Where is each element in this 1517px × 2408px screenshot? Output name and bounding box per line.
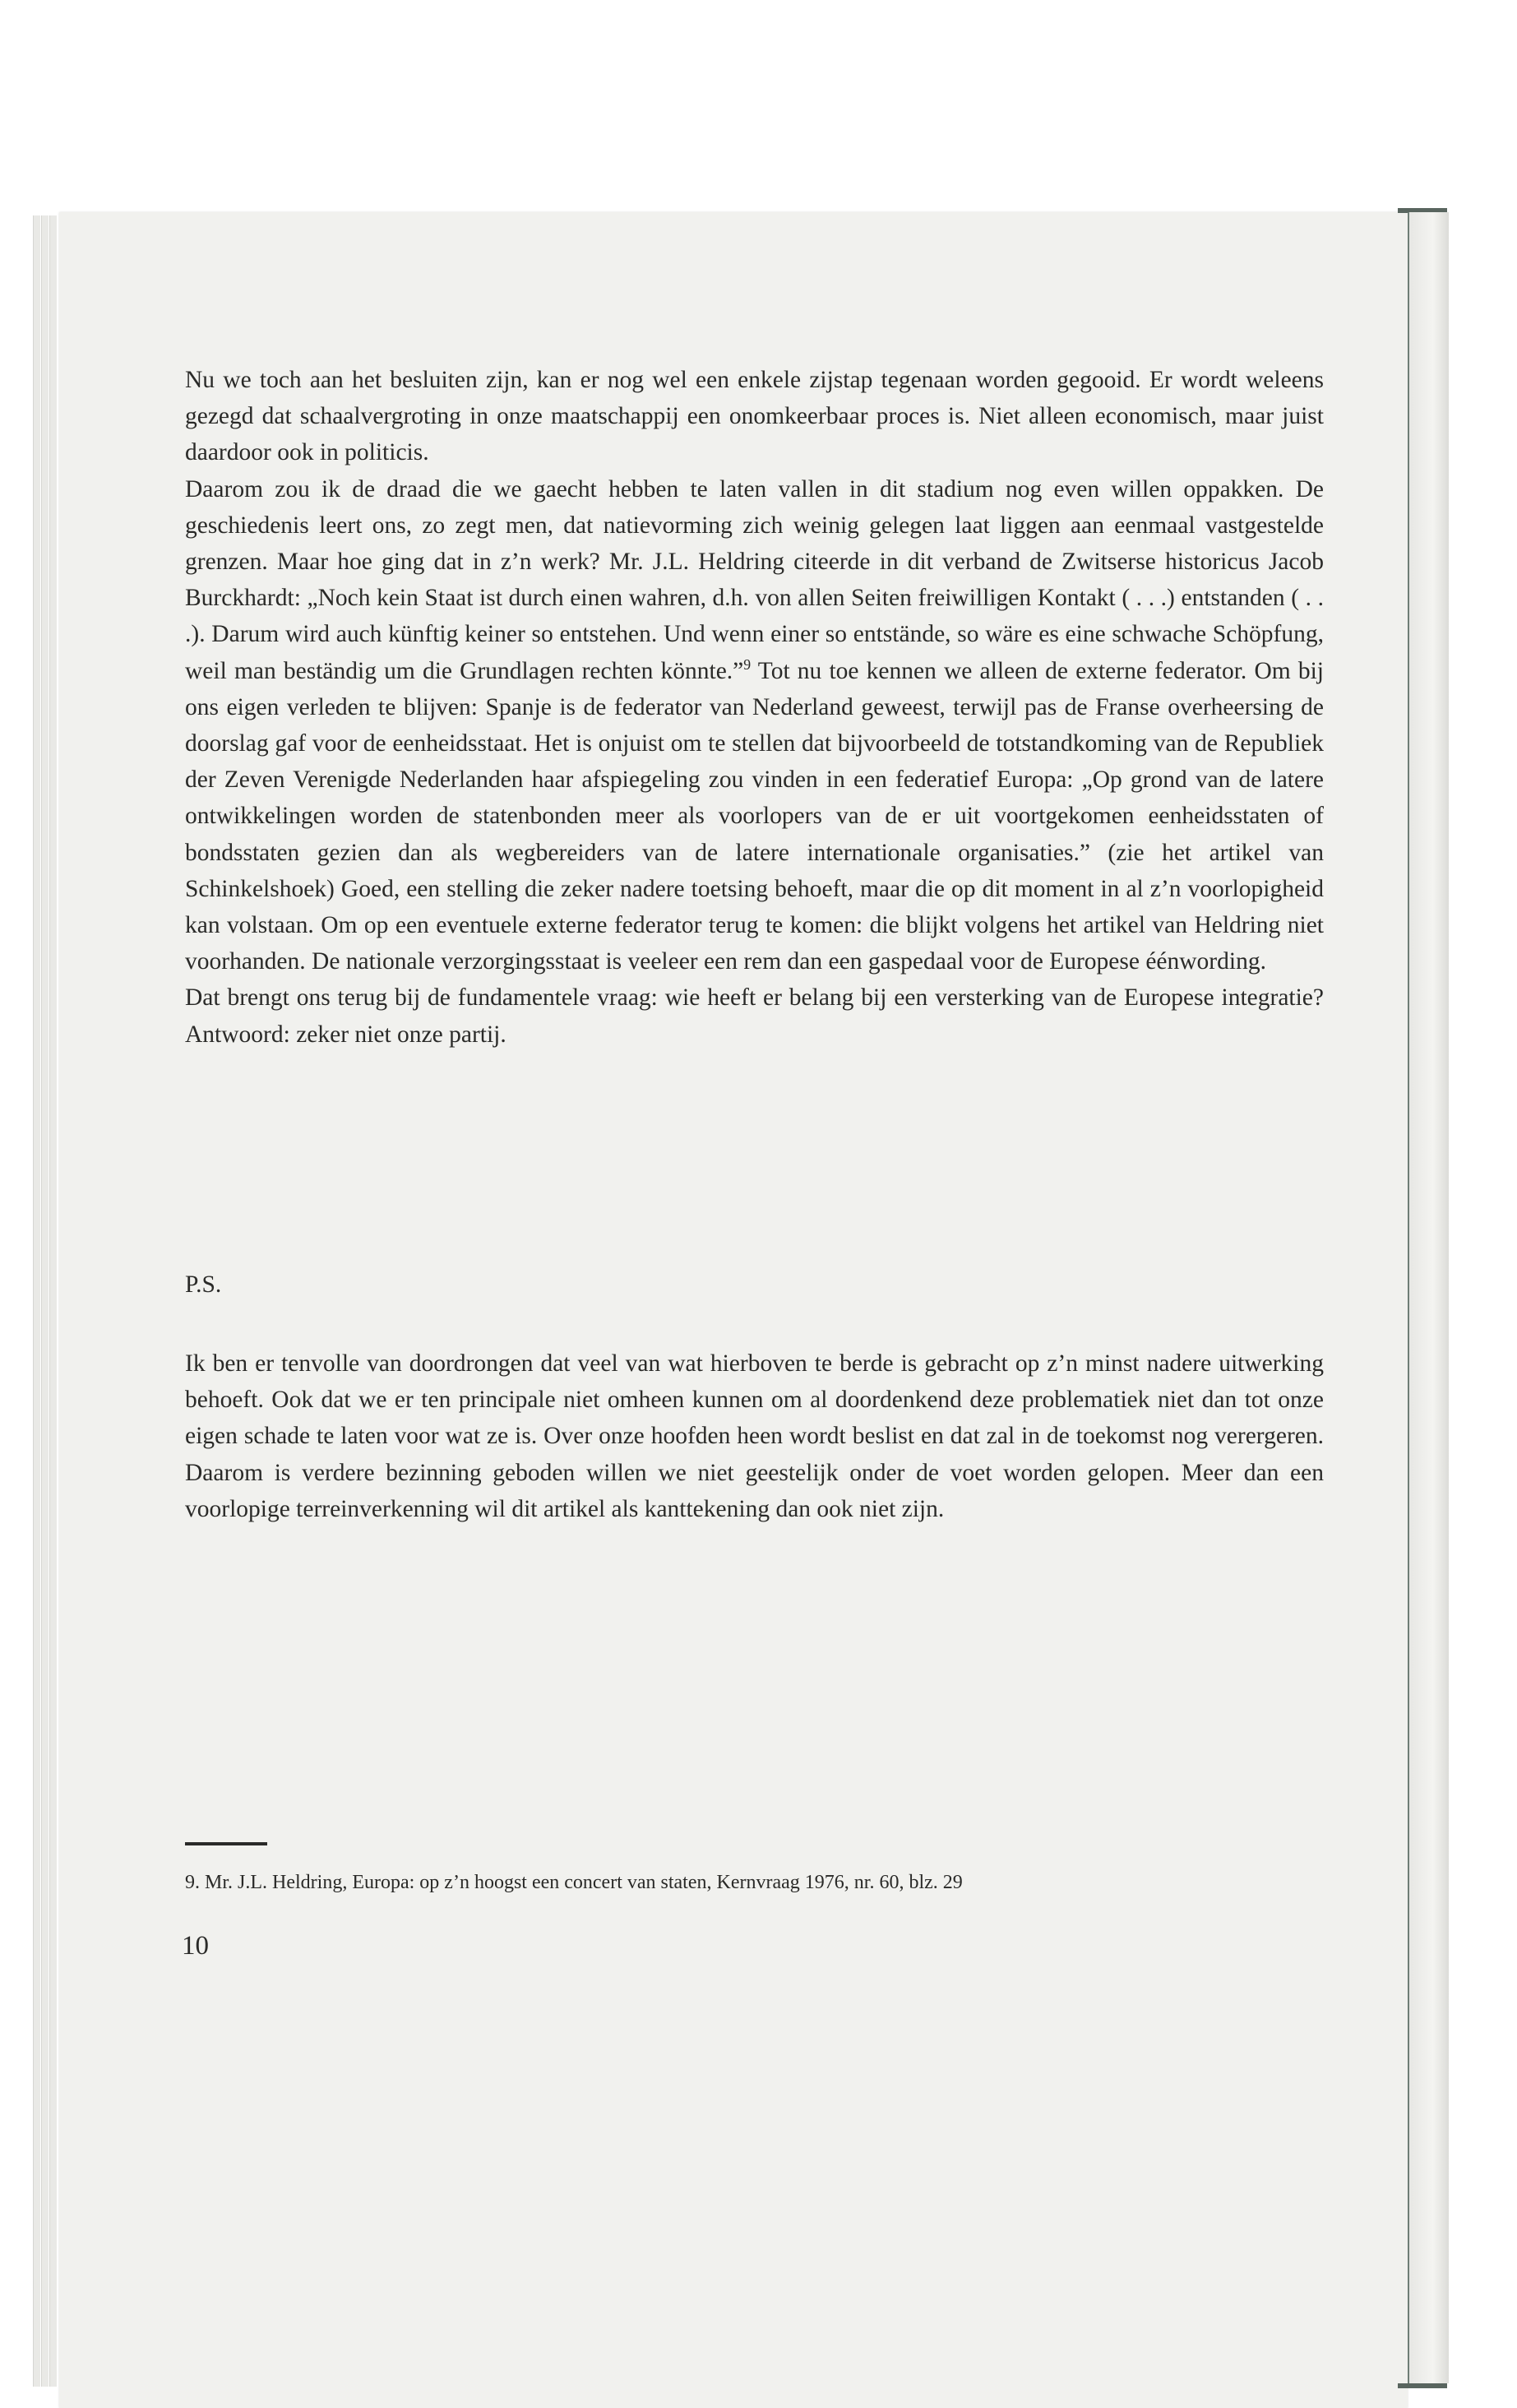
binding-mark-bottom bbox=[1398, 2383, 1447, 2388]
book-spine bbox=[1408, 212, 1449, 2383]
footnote-reference: 9 bbox=[743, 655, 752, 673]
paragraph-3: Dat brengt ons terug bij de fundamentele vraag: wie heeft er belang bij een versterking van de Europese integratie? Antwoord: zeker niet onze partij. bbox=[185, 984, 1324, 1048]
footnote-divider bbox=[185, 1842, 267, 1845]
page-stack-edge bbox=[41, 215, 49, 2387]
page-stack-edge bbox=[49, 215, 57, 2387]
footnote: 9. Mr. J.L. Heldring, Europa: op z’n hoogst een concert van staten, Kernvraag 1976, nr. 60, blz. 29 bbox=[185, 1872, 963, 1893]
paragraph-2 bbox=[185, 471, 1324, 980]
paragraph-2-text: Daarom zou ik de draad die we gaecht hebben te laten vallen in dit stadium nog even willen oppakken. De geschiedenis leert ons, zo zegt men, dat natievorming zich weinig gelegen laat liggen aan eenmaal vastgestelde grenzen. Maar hoe ging dat in z’n werk? Mr. J.L. Heldring citeerde in dit verband de Zwitserse historicus Jacob Burckhardt: „Noch kein Staat ist durch einen wahren, d.h. von allen Seiten freiwilligen Kontakt ( . . .) entstanden ( . . .). Darum wird auch künftig keiner so entstehen. Und wenn einer so entstände, so wäre es eine schwache Schöpfung, weil man beständig um die Grundlagen rechten könnte.” bbox=[185, 475, 1324, 684]
paragraph-2-continued: Tot nu toe kennen we alleen de externe federator. Om bij ons eigen verleden te blijven: Spanje is de federator van Nederland geweest, terwijl pas de Franse overheersing de doorslag gaf voor de eenheidsstaat. Het is onjuist om te stellen dat bijvoorbeeld de totstandkoming van de Republiek der Zeven Verenigde Nederlanden haar afspiegeling zou vinden in een federatief Europa: „Op grond van de latere ontwikkelingen worden de statenbonden meer als voorlopers van de er uit voortgekomen eenheidsstaten of bondsstaten gezien dan als wegbereiders van de latere internationale organisaties.” (zie het artikel van Schinkelshoek) Goed, een stelling die zeker nadere toetsing behoeft, maar die op dit moment in al z’n voorlopigheid kan volstaan. Om op een eventuele externe federator terug te komen: die blijkt volgens het artikel van Heldring niet voorhanden. De nationale verzorgingsstaat is veeleer een rem dan een gaspedaal voor de Europese éénwording. bbox=[185, 657, 1324, 975]
paragraph-1: Nu we toch aan het besluiten zijn, kan er nog wel een enkele zijstap tegenaan worden gegooid. Er wordt weleens gezegd dat schaalvergroting in onze maatschappij een onomkeerbaar proces is. Niet alleen economisch, maar juist daardoor ook in politicis. bbox=[185, 367, 1324, 466]
ps-heading: P.S. bbox=[185, 1271, 222, 1298]
ps-text bbox=[185, 1345, 1324, 1527]
page-stack-edge bbox=[33, 215, 40, 2387]
page-number: 10 bbox=[182, 1931, 209, 1961]
body-text bbox=[185, 362, 1324, 1053]
ps-paragraph: Ik ben er tenvolle van doordrongen dat veel van wat hierboven te berde is gebracht op z’n minst nadere uitwerking behoeft. Ook dat we er ten principale niet omheen kunnen om al doordenkend deze problematiek niet dan tot onze eigen schade te laten voor wat ze is. Over onze hoofden heen wordt beslist en dat zal in de toekomst nog verergeren. Daarom is verdere bezinning geboden willen we niet geestelijk onder de voet worden gelopen. Meer dan een voorlopige terreinverkenning wil dit artikel als kanttekening dan ook niet zijn. bbox=[185, 1350, 1324, 1522]
